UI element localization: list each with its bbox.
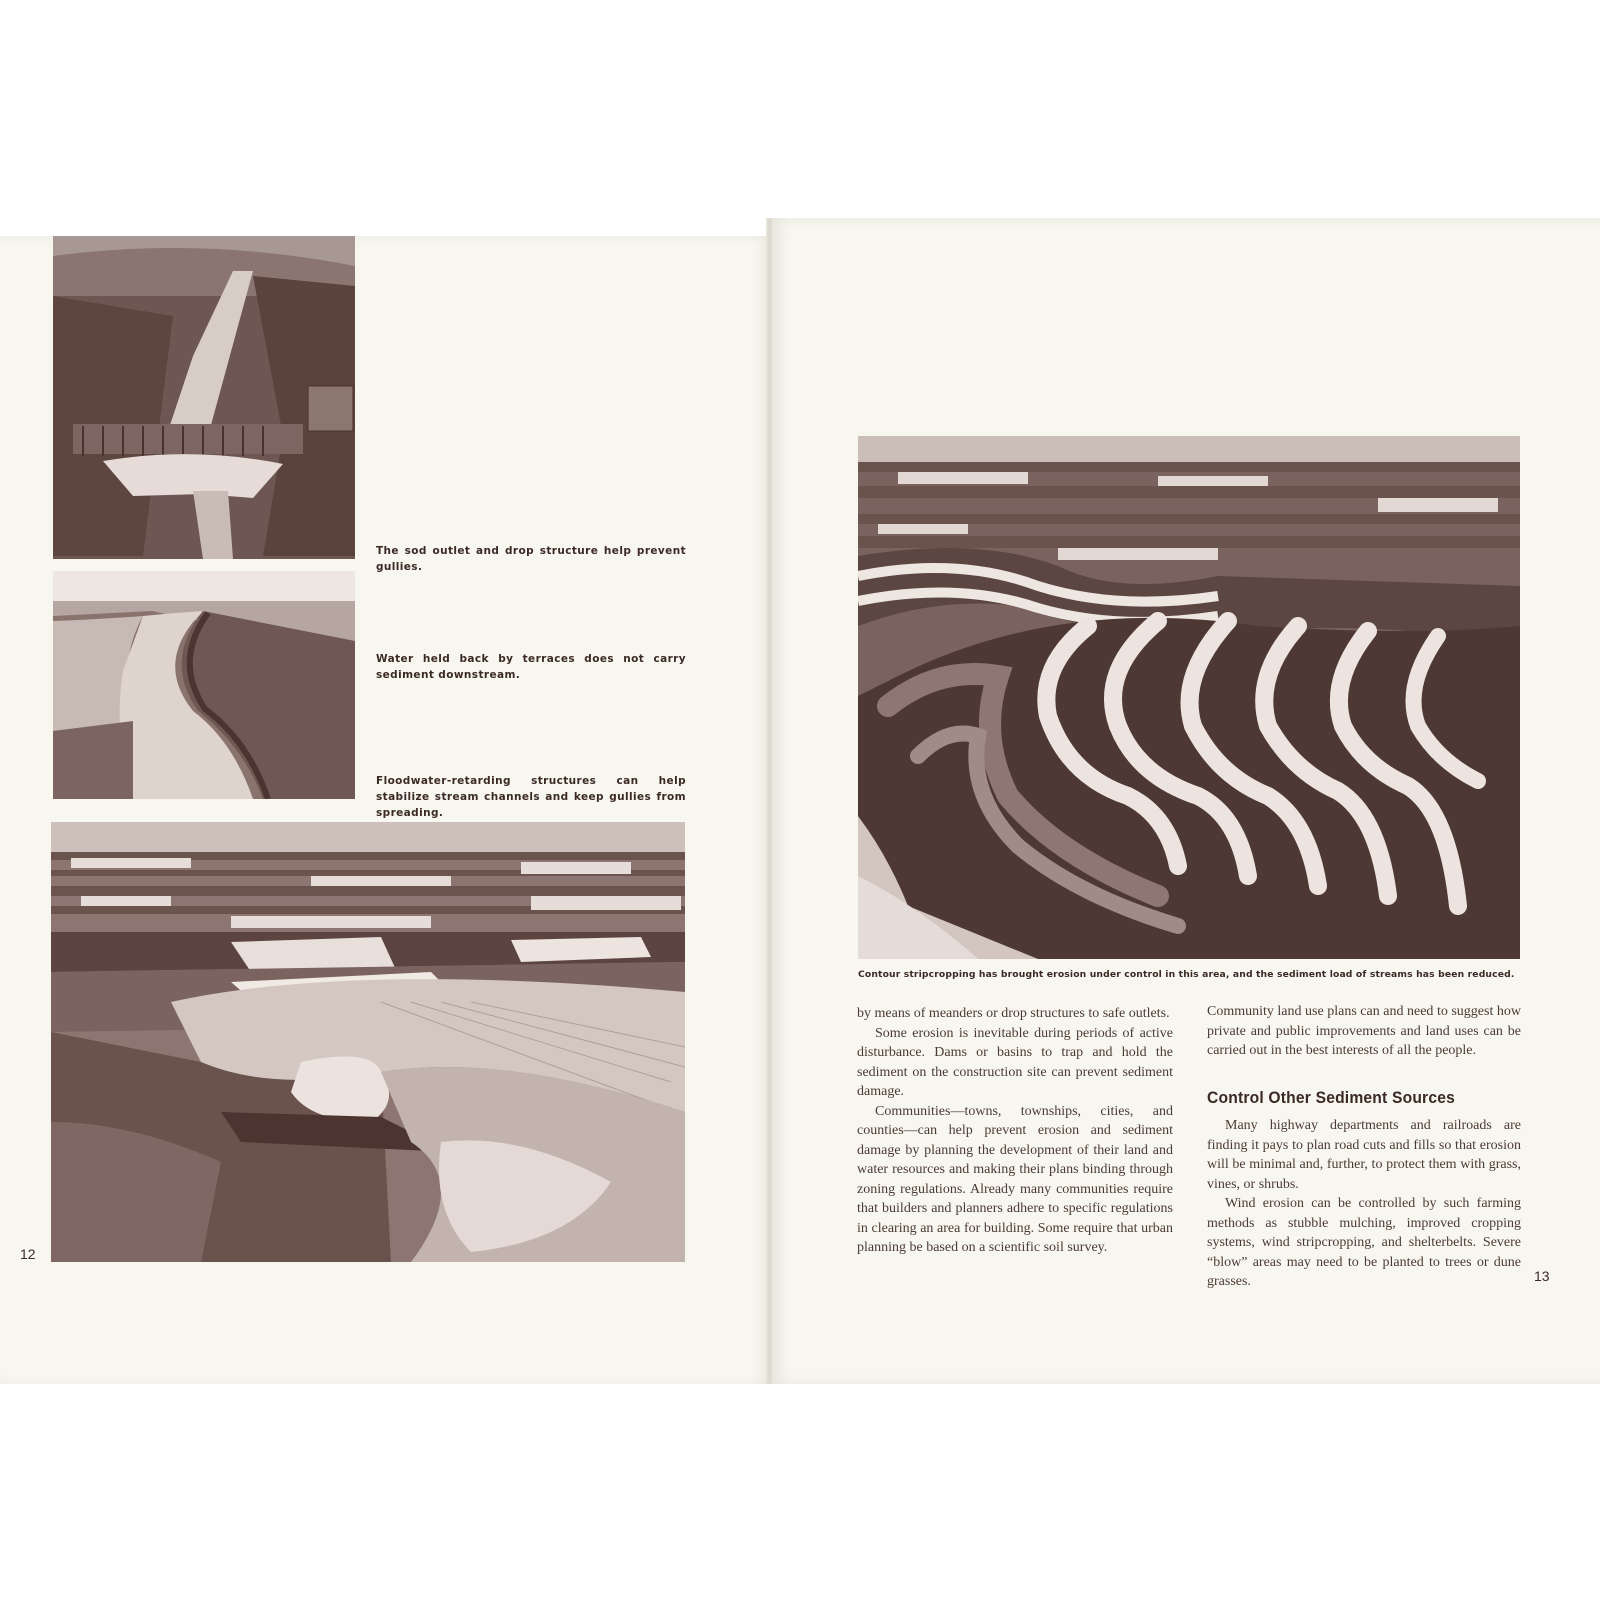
caption-terraces: Water held back by terraces does not carry sediment downstream. — [376, 653, 686, 681]
caption-contour-stripcropping: Contour stripcropping has brought erosion under control in this area, and the sediment load of streams has been reduced. — [858, 969, 1515, 980]
paragraph: Many highway departments and railroads are finding it pays to plan road cuts and fills so that erosion will be minimal and, further, to protect them with grass, vines, or shrubs. — [1207, 1118, 1521, 1192]
section-heading: Control Other Sediment Sources — [1207, 1088, 1455, 1107]
floodwater-structures-photo — [51, 822, 685, 1262]
paragraph: Community land use plans can and need to suggest how private and public improvements and land uses can be carried out in the best interests of all the people. — [1207, 1004, 1521, 1058]
page-number-left: 12 — [20, 1246, 36, 1262]
sod-outlet-photo — [53, 236, 355, 559]
terrace-photo — [53, 571, 355, 799]
book-spine — [766, 218, 774, 1384]
paragraph: Some erosion is inevitable during periods of active disturbance. Dams or basins to trap and hold the sediment on the construction site can prevent sediment damage. — [857, 1025, 1173, 1099]
paragraph: by means of meanders or drop structures to safe outlets. — [857, 1006, 1170, 1021]
text-column-2 — [1207, 1116, 1521, 1292]
text-column-2-intro — [1207, 1002, 1521, 1061]
page-number-right: 13 — [1534, 1268, 1550, 1284]
paragraph: Wind erosion can be controlled by such farming methods as stubble mulching, improved cropping systems, wind stripcropping, and shelterbelts. Severe “blow” areas may need to be planted to trees or dune grasses. — [1207, 1196, 1521, 1289]
caption-sod-outlet: The sod outlet and drop structure help prevent gullies. — [376, 545, 686, 573]
caption-floodwater: Floodwater-retarding structures can help stabilize stream channels and keep gullies from spreading. — [376, 775, 686, 819]
paragraph: Communities—towns, townships, cities, and counties—can help prevent erosion and sediment damage by planning the development of their land and water resources and making their plans binding through zoning regulations. Already many communities require that builders and planners adhere to specific regulations in clearing an area for building. Some require that urban planning be based on a scientific soil survey. — [857, 1103, 1173, 1255]
contour-stripcropping-photo — [858, 436, 1520, 959]
text-column-1 — [857, 1004, 1173, 1258]
